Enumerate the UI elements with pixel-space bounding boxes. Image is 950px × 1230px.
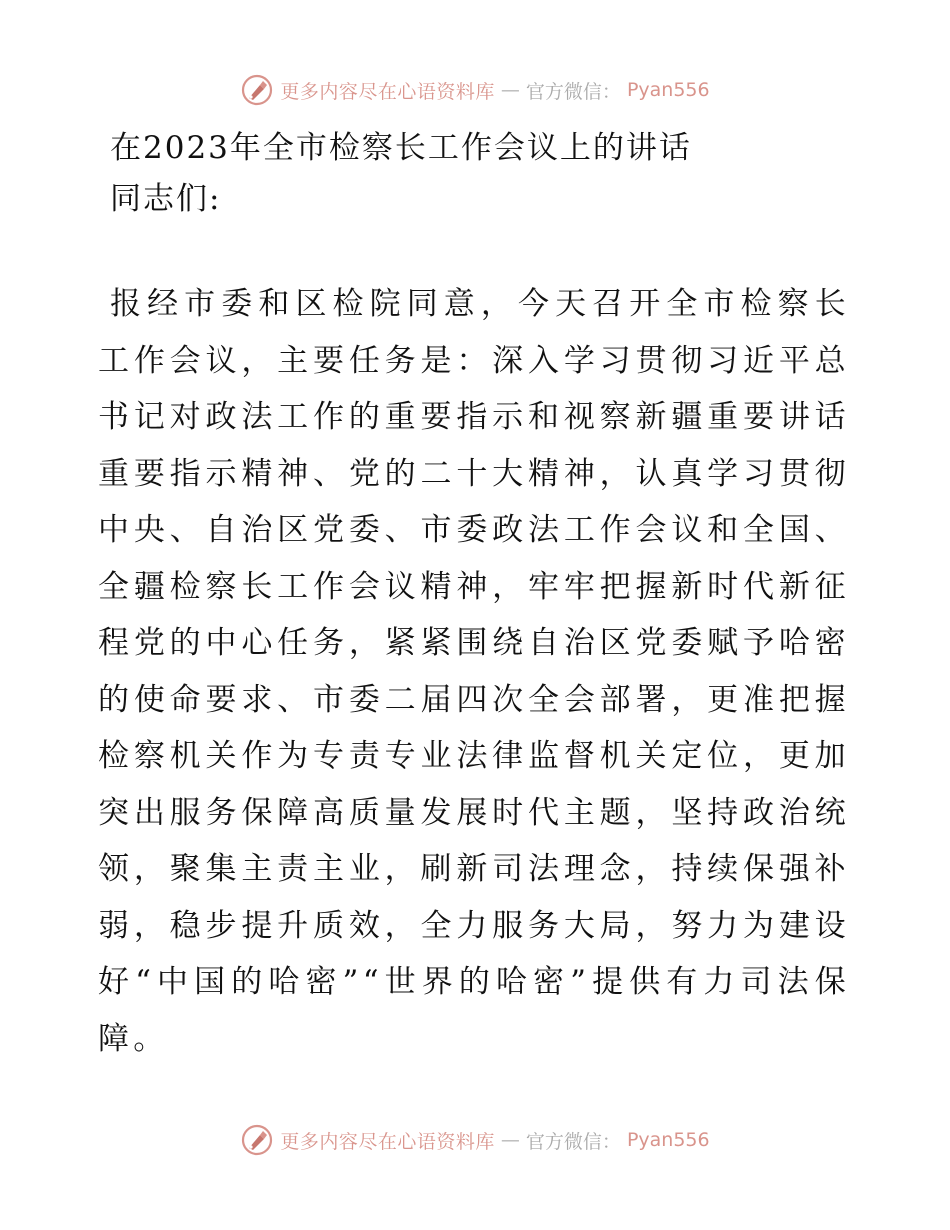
watermark-wechat-id: Pyan556 — [626, 1129, 710, 1151]
watermark-official-label: 官方微信： — [525, 1130, 621, 1153]
watermark-site-text: 更多内容尽在心语资料库 — [280, 1130, 495, 1153]
watermark-site-text: 更多内容尽在心语资料库 — [280, 80, 495, 103]
pen-nib-logo-icon — [240, 73, 274, 107]
document-paragraph: 报经市委和区检院同意，今天召开全市检察长工作会议，主要任务是：深入学习贯彻习近平总书记对政法工作的重要指示和视察新疆重要讲话重要指示精神、党的二十大精神，认真学习贯彻中央、自治区党委、市委政法工作会议和全国、全疆检察长工作会议精神，牢牢把握新时代新征程党的中心任务，紧紧围绕自治区党委赋予哈密的使命要求、市委二届四次全会部署，更准把握检察机关作为专责专业法律监督机关定位，更加突出服务保障高质量发展时代主题，坚持政治统领，聚集主责主业，刷新司法理念，持续保强补弱，稳步提升质效，全力服务大局，努力为建设好“中国的哈密”“世界的哈密”提供有力司法保障。 — [98, 286, 850, 1057]
document-salutation: 同志们: — [110, 181, 222, 217]
watermark-wechat-id: Pyan556 — [626, 79, 710, 101]
document-title: 在2023年全市检察长工作会议上的讲话 — [110, 130, 692, 166]
watermark-separator: — — [500, 1129, 520, 1151]
pen-nib-logo-icon — [240, 1123, 274, 1157]
watermark-separator: — — [500, 79, 520, 101]
watermark-official-label: 官方微信： — [525, 80, 621, 103]
header-watermark — [0, 70, 950, 110]
footer-watermark — [0, 1120, 950, 1160]
